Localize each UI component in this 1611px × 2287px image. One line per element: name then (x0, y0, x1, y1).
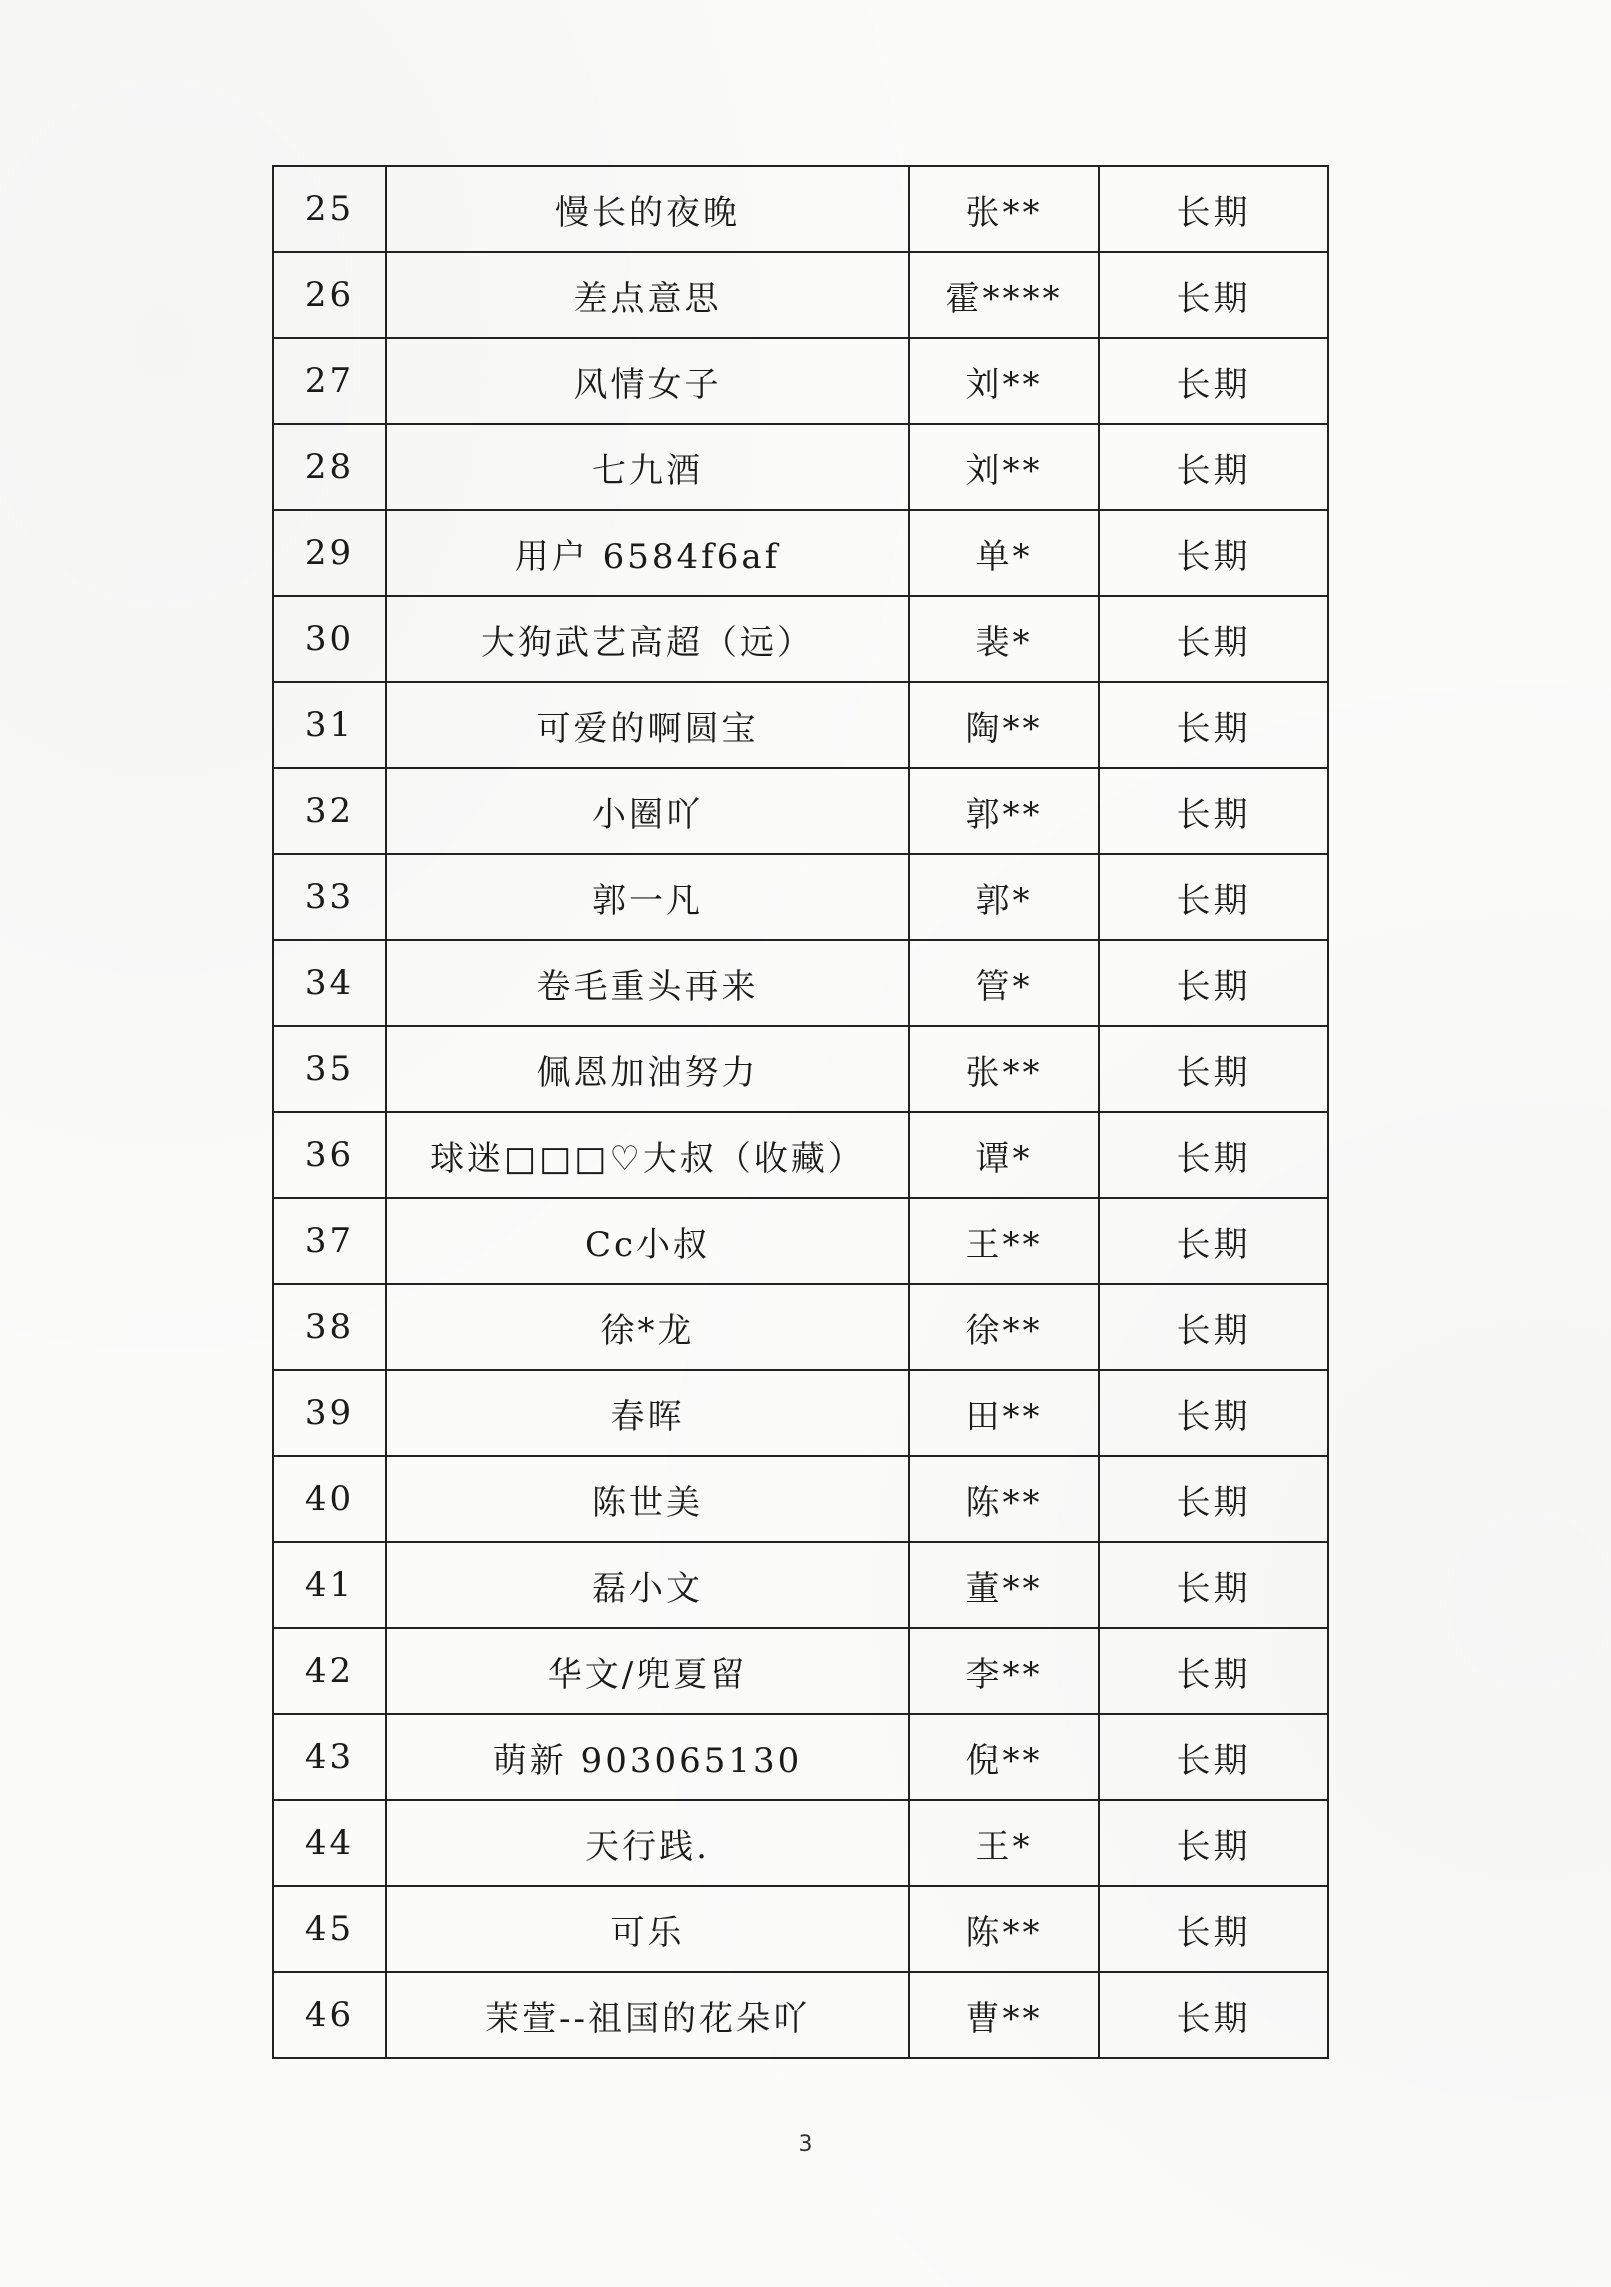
row-number: 31 (273, 682, 386, 768)
roster-table (272, 165, 1329, 2059)
nickname-cell: 小圈吖 (386, 768, 909, 854)
term-cell: 长期 (1099, 1026, 1328, 1112)
table-row (273, 1714, 1328, 1800)
nickname-cell: 卷毛重头再来 (386, 940, 909, 1026)
table-row (273, 1542, 1328, 1628)
nickname-cell: 徐*龙 (386, 1284, 909, 1370)
table-row (273, 1628, 1328, 1714)
nickname-cell: 茉萱--祖国的花朵吖 (386, 1972, 909, 2058)
name-cell: 霍**** (909, 252, 1099, 338)
table-row (273, 338, 1328, 424)
row-number: 27 (273, 338, 386, 424)
term-cell: 长期 (1099, 1198, 1328, 1284)
term-cell: 长期 (1099, 510, 1328, 596)
table-row (273, 1112, 1328, 1198)
name-cell: 李** (909, 1628, 1099, 1714)
table-row (273, 854, 1328, 940)
term-cell: 长期 (1099, 1284, 1328, 1370)
term-cell: 长期 (1099, 1112, 1328, 1198)
term-cell: 长期 (1099, 1456, 1328, 1542)
row-number: 33 (273, 854, 386, 940)
name-cell: 董** (909, 1542, 1099, 1628)
nickname-cell: 天行践. (386, 1800, 909, 1886)
name-cell: 田** (909, 1370, 1099, 1456)
table-row (273, 1972, 1328, 2058)
nickname-cell: 球迷□□□♡大叔（收藏） (386, 1112, 909, 1198)
nickname-cell: 用户 6584f6af (386, 510, 909, 596)
name-cell: 陈** (909, 1886, 1099, 1972)
table-row (273, 1370, 1328, 1456)
term-cell: 长期 (1099, 1542, 1328, 1628)
term-cell: 长期 (1099, 940, 1328, 1026)
name-cell: 倪** (909, 1714, 1099, 1800)
row-number: 39 (273, 1370, 386, 1456)
term-cell: 长期 (1099, 1886, 1328, 1972)
row-number: 34 (273, 940, 386, 1026)
name-cell: 张** (909, 1026, 1099, 1112)
table-row (273, 1198, 1328, 1284)
nickname-cell: 磊小文 (386, 1542, 909, 1628)
name-cell: 张** (909, 166, 1099, 252)
nickname-cell: 七九酒 (386, 424, 909, 510)
row-number: 26 (273, 252, 386, 338)
nickname-cell: 春晖 (386, 1370, 909, 1456)
name-cell: 王* (909, 1800, 1099, 1886)
row-number: 42 (273, 1628, 386, 1714)
name-cell: 徐** (909, 1284, 1099, 1370)
term-cell: 长期 (1099, 1800, 1328, 1886)
term-cell: 长期 (1099, 1628, 1328, 1714)
page-number: 3 (798, 2132, 813, 2157)
row-number: 32 (273, 768, 386, 854)
term-cell: 长期 (1099, 682, 1328, 768)
row-number: 40 (273, 1456, 386, 1542)
row-number: 36 (273, 1112, 386, 1198)
name-cell: 郭** (909, 768, 1099, 854)
nickname-cell: 郭一凡 (386, 854, 909, 940)
row-number: 45 (273, 1886, 386, 1972)
term-cell: 长期 (1099, 854, 1328, 940)
row-number: 43 (273, 1714, 386, 1800)
row-number: 25 (273, 166, 386, 252)
name-cell: 单* (909, 510, 1099, 596)
name-cell: 曹** (909, 1972, 1099, 2058)
term-cell: 长期 (1099, 338, 1328, 424)
term-cell: 长期 (1099, 596, 1328, 682)
row-number: 44 (273, 1800, 386, 1886)
row-number: 38 (273, 1284, 386, 1370)
table-row (273, 1800, 1328, 1886)
name-cell: 管* (909, 940, 1099, 1026)
table-row (273, 1026, 1328, 1112)
term-cell: 长期 (1099, 1972, 1328, 2058)
name-cell: 谭* (909, 1112, 1099, 1198)
row-number: 37 (273, 1198, 386, 1284)
name-cell: 刘** (909, 424, 1099, 510)
row-number: 28 (273, 424, 386, 510)
table-row (273, 424, 1328, 510)
nickname-cell: 大狗武艺高超（远） (386, 596, 909, 682)
nickname-cell: 陈世美 (386, 1456, 909, 1542)
nickname-cell: 风情女子 (386, 338, 909, 424)
nickname-cell: 慢长的夜晚 (386, 166, 909, 252)
term-cell: 长期 (1099, 1370, 1328, 1456)
name-cell: 陶** (909, 682, 1099, 768)
table-row (273, 1456, 1328, 1542)
table-row (273, 166, 1328, 252)
name-cell: 陈** (909, 1456, 1099, 1542)
table-row (273, 510, 1328, 596)
table-row (273, 1284, 1328, 1370)
name-cell: 裴* (909, 596, 1099, 682)
roster-body (273, 166, 1328, 2058)
nickname-cell: Cc小叔 (386, 1198, 909, 1284)
nickname-cell: 佩恩加油努力 (386, 1026, 909, 1112)
row-number: 41 (273, 1542, 386, 1628)
table-row (273, 252, 1328, 338)
nickname-cell: 可乐 (386, 1886, 909, 1972)
nickname-cell: 萌新 903065130 (386, 1714, 909, 1800)
nickname-cell: 可爱的啊圆宝 (386, 682, 909, 768)
name-cell: 王** (909, 1198, 1099, 1284)
table-row (273, 682, 1328, 768)
nickname-cell: 差点意思 (386, 252, 909, 338)
row-number: 30 (273, 596, 386, 682)
row-number: 29 (273, 510, 386, 596)
nickname-cell: 华文/兜夏留 (386, 1628, 909, 1714)
term-cell: 长期 (1099, 166, 1328, 252)
term-cell: 长期 (1099, 424, 1328, 510)
name-cell: 郭* (909, 854, 1099, 940)
table-row (273, 1886, 1328, 1972)
row-number: 46 (273, 1972, 386, 2058)
name-cell: 刘** (909, 338, 1099, 424)
table-row (273, 768, 1328, 854)
term-cell: 长期 (1099, 1714, 1328, 1800)
term-cell: 长期 (1099, 252, 1328, 338)
row-number: 35 (273, 1026, 386, 1112)
table-row (273, 940, 1328, 1026)
table-row (273, 596, 1328, 682)
term-cell: 长期 (1099, 768, 1328, 854)
